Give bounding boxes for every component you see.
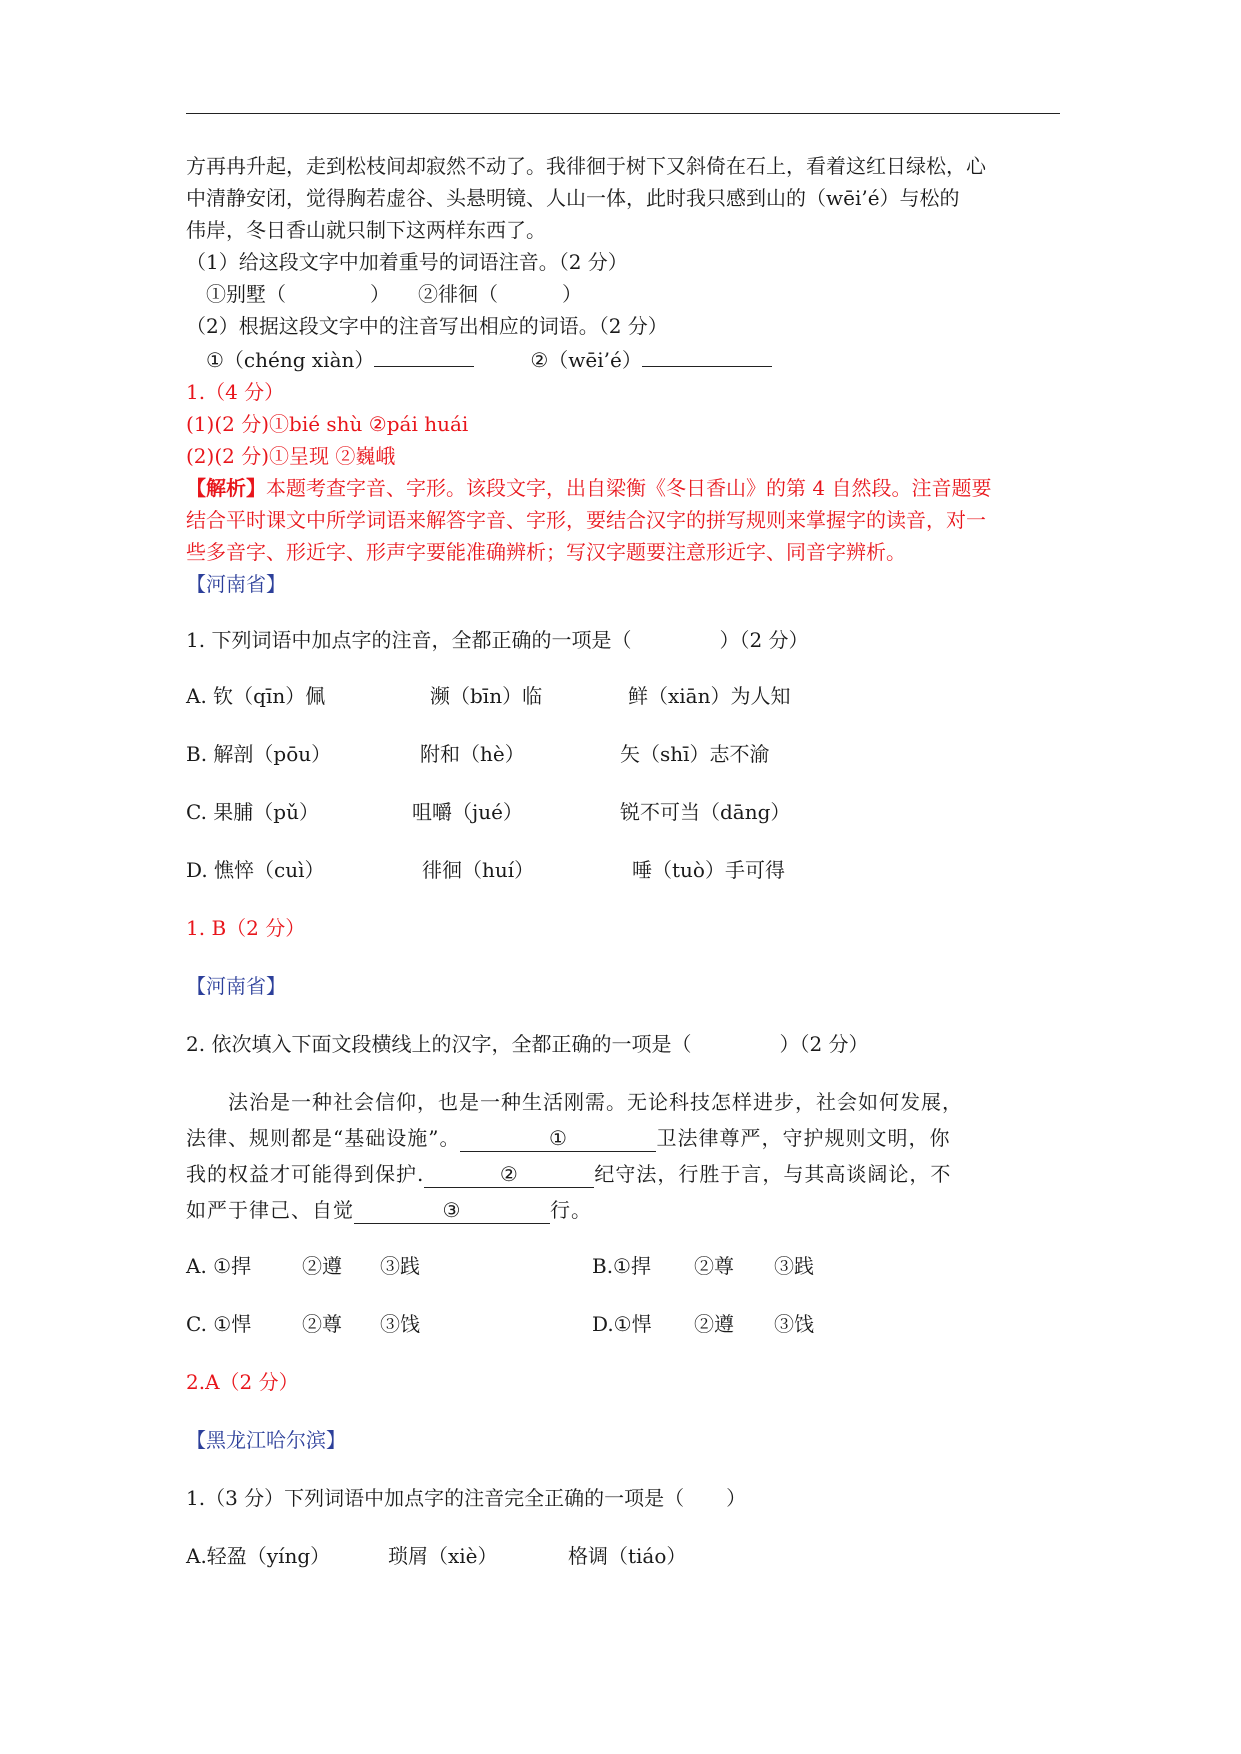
- henan1-a-1: A. 钦（qīn）佩: [186, 684, 326, 708]
- henan2-p4-end: 行。: [550, 1198, 592, 1222]
- q1-part1-a-close: ）: [370, 282, 390, 306]
- henan1-c-3: 锐不可当（dāng）: [620, 800, 791, 824]
- henan2-a-1: A. ①捍: [186, 1254, 252, 1278]
- answer1-analysis-1: [186, 472, 991, 504]
- answer1-analysis-2: 结合平时课文中所学词语来解答字音、字形，要结合汉字的拼写规则来掌握字的读音，对一: [186, 508, 986, 532]
- q1-part1-b-close: ）: [562, 282, 582, 306]
- passage-line-1: 方再冉升起，走到松枝间却寂然不动了。我徘徊于树下又斜倚在石上，看着这红日绿松，心: [186, 154, 986, 178]
- heilongjiang-region: 【黑龙江哈尔滨】: [186, 1428, 346, 1452]
- henan1-d-2: 徘徊（huí）: [422, 858, 535, 882]
- henan1-option-d: [186, 854, 785, 886]
- henan2-d-3: ③饯: [774, 1312, 814, 1336]
- henan2-answer: 2.A（2 分）: [186, 1370, 299, 1394]
- henan2-p4-start: 如严于律己、自觉: [186, 1198, 354, 1222]
- henan2-options-cd: [186, 1308, 814, 1340]
- henan2-a-2: ②遵: [302, 1254, 342, 1278]
- analysis-label: 【解析】: [186, 476, 266, 500]
- henan2-c-1: C. ①悍: [186, 1312, 252, 1336]
- henan2-region: 【河南省】: [186, 974, 286, 998]
- henan1-b-3: 矢（shī）志不渝: [620, 742, 770, 766]
- henan1-question-end: ）（2 分）: [719, 628, 809, 652]
- henan1-question: [186, 624, 809, 656]
- q1-part2-items: [206, 344, 772, 376]
- henan2-passage-2: [186, 1122, 950, 1154]
- henan1-c-1: C. 果脯（pǔ）: [186, 800, 319, 824]
- answer1-a: (1)(2 分)①bié shù ②pái huái: [186, 412, 469, 436]
- henan2-b-3: ③践: [774, 1254, 814, 1278]
- heilongjiang-a-2: 琐屑（xiè）: [388, 1544, 498, 1568]
- henan2-b-1: B.①捍: [592, 1254, 651, 1278]
- henan2-question-end: ）（2 分）: [779, 1032, 869, 1056]
- q1-part1-b: ②徘徊（: [418, 282, 498, 306]
- henan1-d-3: 唾（tuò）手可得: [632, 858, 785, 882]
- q1-part2: （2）根据这段文字中的注音写出相应的词语。（2 分）: [186, 314, 668, 338]
- passage-line-2: 中清静安闭，觉得胸若虚谷、头悬明镜、人山一体，此时我只感到山的（wēi’é）与松的: [186, 186, 960, 210]
- henan2-p2-end: 卫法律尊严，守护规则文明，你: [656, 1126, 951, 1150]
- answer1-b: (2)(2 分)①呈现 ②巍峨: [186, 444, 396, 468]
- henan1-c-2: 咀嚼（jué）: [412, 800, 523, 824]
- henan1-d-1: D. 憔悴（cuì）: [186, 858, 325, 882]
- fill-blank-2[interactable]: ②: [424, 1161, 594, 1188]
- heilongjiang-a-3: 格调（tiáo）: [568, 1544, 687, 1568]
- q1-part2-b: ②（wēi’é）: [530, 348, 642, 372]
- heilongjiang-question: [186, 1482, 746, 1514]
- henan2-options-ab: [186, 1250, 814, 1282]
- henan2-b-2: ②尊: [694, 1254, 734, 1278]
- fill-blank-3[interactable]: ③: [354, 1197, 550, 1224]
- henan2-c-2: ②尊: [302, 1312, 342, 1336]
- analysis-text-1: 本题考查字音、字形。该段文字，出自梁衡《冬日香山》的第 4 自然段。注音题要: [266, 476, 992, 500]
- fill-blank-1[interactable]: ①: [460, 1125, 656, 1152]
- henan2-d-2: ②遵: [694, 1312, 734, 1336]
- henan1-a-2: 濒（bīn）临: [430, 684, 543, 708]
- henan2-p3-start: 我的权益才可能得到保护.: [186, 1162, 425, 1186]
- q1-part1-a: ①别墅（: [206, 282, 286, 306]
- henan1-region: 【河南省】: [186, 572, 286, 596]
- henan1-a-3: 鲜（xiān）为人知: [628, 684, 791, 708]
- heilongjiang-a-1: A.轻盈（yíng）: [186, 1544, 331, 1568]
- henan1-b-2: 附和（hè）: [420, 742, 525, 766]
- henan2-a-3: ③践: [380, 1254, 420, 1278]
- henan2-p2-start: 法律、规则都是“基础设施”。: [186, 1126, 461, 1150]
- answer-blank-2[interactable]: [642, 366, 772, 367]
- henan2-d-1: D.①悍: [592, 1312, 652, 1336]
- henan1-question-text: 1. 下列词语中加点字的注音，全都正确的一项是（: [186, 628, 632, 652]
- heilongjiang-question-text: 1.（3 分）下列词语中加点字的注音完全正确的一项是（: [186, 1486, 685, 1510]
- henan1-option-a: [186, 680, 790, 712]
- header-rule: [186, 113, 1060, 114]
- heilongjiang-option-a: [186, 1540, 686, 1572]
- answer1-head: 1.（4 分）: [186, 380, 285, 404]
- answer1-analysis-3: 些多音字、形近字、形声字要能准确辨析；写汉字题要注意形近字、同音字辨析。: [186, 540, 906, 564]
- henan1-answer: 1. B（2 分）: [186, 916, 306, 940]
- henan2-question-text: 2. 依次填入下面文段横线上的汉字，全都正确的一项是（: [186, 1032, 692, 1056]
- heilongjiang-question-end: ）: [726, 1486, 747, 1510]
- q1-part1-items: [206, 278, 582, 310]
- answer-blank-1[interactable]: [374, 366, 474, 367]
- henan2-question: [186, 1028, 869, 1060]
- q1-part2-a: ①（chéng xiàn）: [206, 348, 375, 372]
- henan1-b-1: B. 解剖（pōu）: [186, 742, 332, 766]
- henan1-option-b: [186, 738, 770, 770]
- henan2-p3-end: 纪守法，行胜于言，与其高谈阔论，不: [594, 1162, 952, 1186]
- henan2-passage-3: [186, 1158, 951, 1190]
- q1-part1: （1）给这段文字中加着重号的词语注音。（2 分）: [186, 250, 628, 274]
- henan2-passage-4: [186, 1194, 592, 1226]
- passage-line-3: 伟岸，冬日香山就只制下这两样东西了。: [186, 218, 546, 242]
- henan2-passage-1: 法治是一种社会信仰，也是一种生活刚需。无论科技怎样进步，社会如何发展，: [228, 1090, 963, 1114]
- henan2-c-3: ③饯: [380, 1312, 420, 1336]
- henan1-option-c: [186, 796, 790, 828]
